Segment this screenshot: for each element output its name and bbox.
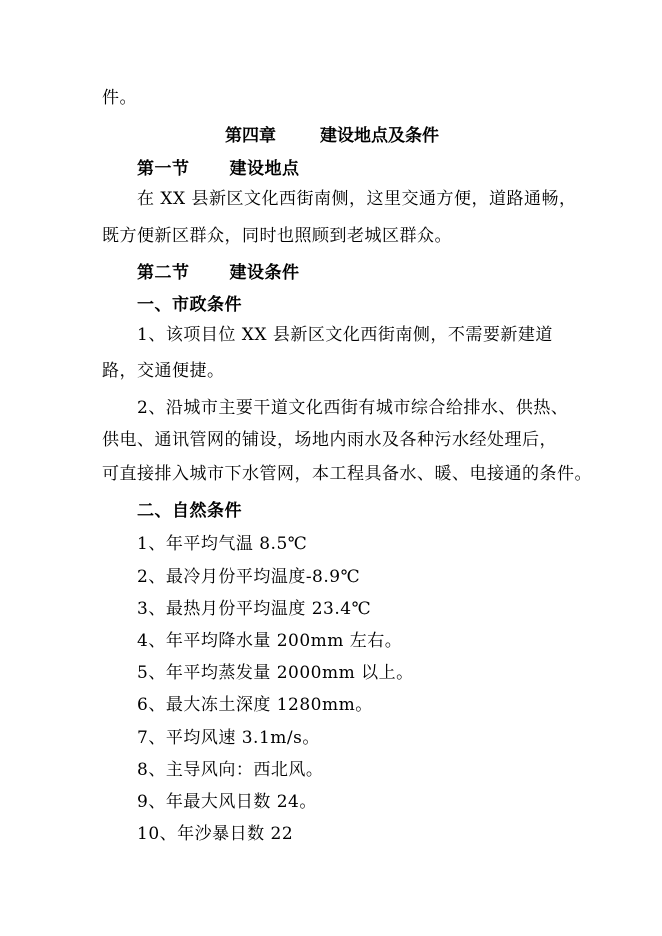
natural-item: 3、最热月份平均温度 23.4℃: [137, 599, 372, 619]
section-1-title: 建设地点: [229, 159, 300, 179]
natural-item: 10、年沙暴日数 22: [137, 824, 294, 844]
section-2-heading: [137, 261, 572, 285]
subsection-municipal-title: 一、市政条件: [137, 295, 242, 315]
municipal-item-line: 2、沿城市主要干道文化西街有城市综合给排水、供热、: [137, 398, 569, 418]
section-2-number: 第二节: [137, 263, 190, 283]
section-2-title: 建设条件: [229, 263, 300, 283]
natural-item: 5、年平均蒸发量 2000mm 以上。: [137, 663, 414, 683]
municipal-item-line: 1、该项目位 XX 县新区文化西街南侧，不需要新建道: [137, 325, 553, 345]
chapter-heading: [225, 124, 439, 148]
natural-item: 8、主导风向：西北风。: [137, 760, 324, 780]
natural-item: 1、年平均气温 8.5℃: [137, 534, 308, 554]
municipal-item-line: 路，交通便捷。: [102, 361, 225, 381]
section-1-heading: [137, 157, 572, 181]
section-1-number: 第一节: [137, 159, 190, 179]
natural-item: 2、最冷月份平均温度-8.9℃: [137, 567, 361, 587]
municipal-item-line: 供电、通讯管网的铺设，场地内雨水及各种污水经处理后，: [102, 430, 557, 450]
municipal-item-line: 可直接排入城市下水管网，本工程具备水、暖、电接通的条件。: [102, 464, 592, 484]
natural-item: 4、年平均降水量 200mm 左右。: [137, 631, 403, 651]
carry-over-text: 件。: [102, 88, 137, 108]
natural-item: 6、最大冻土深度 1280mm。: [137, 695, 373, 715]
natural-item: 9、年最大风日数 24。: [137, 792, 317, 812]
section-1-body-line: 既方便新区群众，同时也照顾到老城区群众。: [102, 226, 452, 246]
natural-item: 7、平均风速 3.1m/s。: [137, 728, 320, 748]
subsection-natural-title: 二、自然条件: [137, 501, 242, 521]
chapter-number: 第四章: [225, 126, 276, 146]
chapter-title: 建设地点及条件: [320, 126, 439, 146]
section-1-body-line: 在 XX 县新区文化西街南侧，这里交通方便，道路通畅，: [137, 189, 577, 209]
